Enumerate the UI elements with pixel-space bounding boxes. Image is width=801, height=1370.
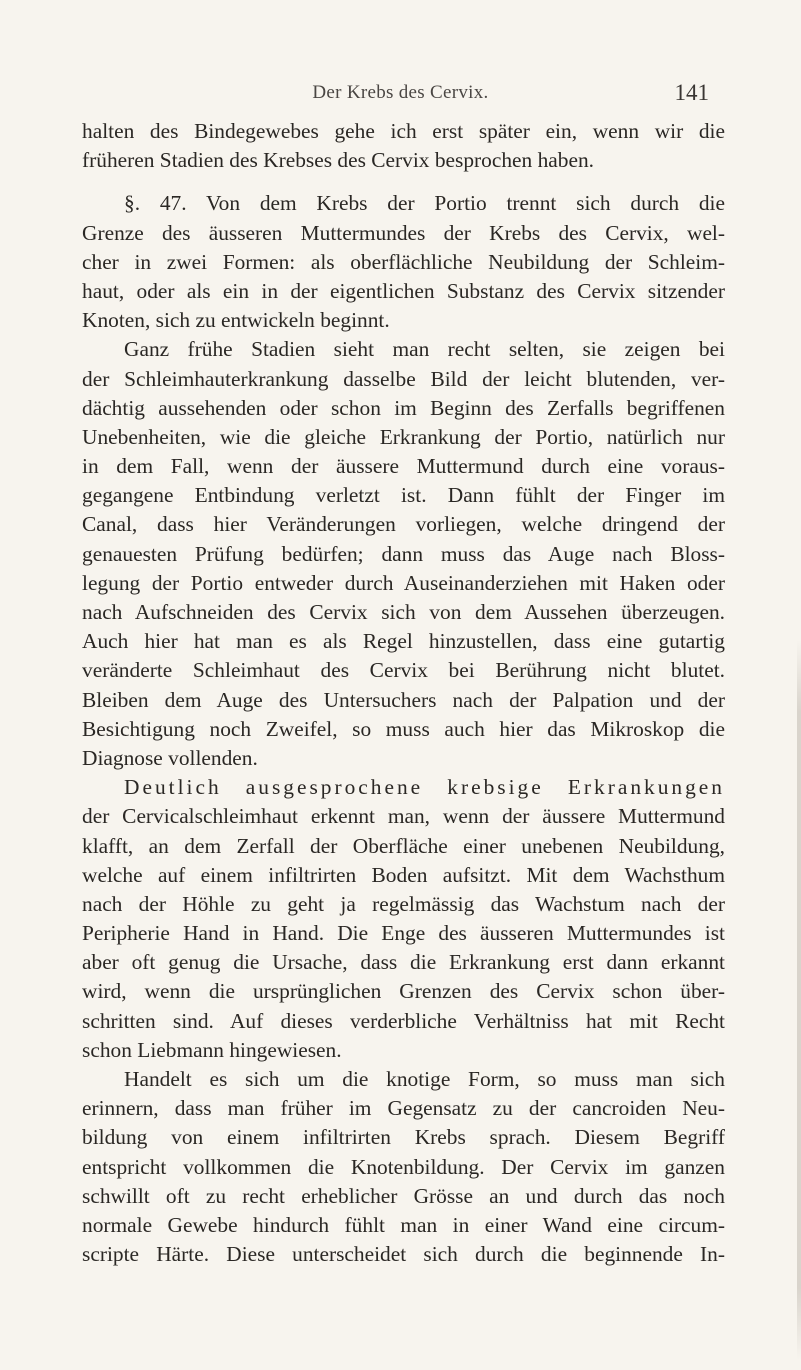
text-line: nach Aufschneiden des Cervix sich von dem Aussehen überzeugen. xyxy=(82,600,725,624)
running-title: Der Krebs des Cervix. xyxy=(312,82,489,103)
text-line: Auch hier hat man es als Regel hinzustellen, dass eine gutartig xyxy=(82,629,725,654)
text-line: normale Gewebe hindurch fühlt man in einer Wand eine circum- xyxy=(82,1212,725,1237)
text-line: der Schleimhauterkrankung dasselbe Bild der leicht blutenden, ver- xyxy=(82,366,725,391)
text-line: scripte Härte. Diese unterscheidet sich durch die beginnende In- xyxy=(82,1242,725,1267)
text-line: Besichtigung noch Zweifel, so muss auch hier das Mikroskop die xyxy=(82,716,725,741)
page-number: 141 xyxy=(674,80,709,105)
text-line: Canal, dass hier Veränderungen vorliegen, welche dringend der xyxy=(82,512,725,537)
text-line: Ganz frühe Stadien sieht man recht selten, sie zeigen bei xyxy=(124,337,725,362)
text-line: klafft, an dem Zerfall der Oberfläche einer unebenen Neubildung, xyxy=(82,833,725,858)
text-line: Handelt es sich um die knotige Form, so muss man sich xyxy=(124,1067,725,1091)
text-line: legung der Portio entweder durch Auseinanderziehen mit Haken oder xyxy=(82,570,725,595)
text-line: bildung von einem infiltrirten Krebs sprach. Diesem Begriff xyxy=(82,1125,725,1150)
text-line: schritten sind. Auf dieses verderbliche Verhältniss hat mit Recht xyxy=(82,1008,725,1033)
text-line: nach der Höhle zu geht ja regelmässig das Wachstum nach der xyxy=(82,891,725,916)
text-line: wird, wenn die ursprünglichen Grenzen des Cervix schon über- xyxy=(82,979,725,1004)
text-line: Diagnose vollenden. xyxy=(82,745,258,770)
text-line: aber oft genug die Ursache, dass die Erkrankung erst dann erkannt xyxy=(82,950,725,975)
text-line: schon Liebmann hingewiesen. xyxy=(82,1037,342,1062)
text-line: Bleiben dem Auge des Untersuchers nach der Palpation und der xyxy=(82,687,725,712)
text-line: Deutlich ausgesprochene krebsige Erkrankungen xyxy=(124,775,725,800)
text-line: welche auf einem infiltrirten Boden aufsitzt. Mit dem Wachsthum xyxy=(82,862,725,887)
text-line: schwillt oft zu recht erheblicher Grösse an und durch das noch xyxy=(82,1183,725,1208)
text-line: halten des Bindegewebes gehe ich erst später ein, wenn wir die xyxy=(82,119,725,143)
page-edge-shadow xyxy=(797,640,801,1360)
text-line: Knoten, sich zu entwickeln beginnt. xyxy=(82,308,390,333)
text-line: der Cervicalschleimhaut erkennt man, wenn der äussere Muttermund xyxy=(82,804,725,829)
body-text xyxy=(82,117,725,1269)
page-header xyxy=(0,82,801,108)
text-line: in dem Fall, wenn der äussere Muttermund durch eine voraus- xyxy=(82,454,725,479)
text-line: cher in zwei Formen: als oberflächliche Neubildung der Schleim- xyxy=(82,249,725,274)
text-line: §. 47. Von dem Krebs der Portio trennt sich durch die xyxy=(124,191,725,216)
text-line: erinnern, dass man früher im Gegensatz zu der cancroiden Neu- xyxy=(82,1096,725,1121)
text-line: Unebenheiten, wie die gleiche Erkrankung der Portio, natürlich nur xyxy=(82,424,725,449)
text-line: früheren Stadien des Krebses des Cervix besprochen haben. xyxy=(82,148,595,173)
text-line: genauesten Prüfung bedürfen; dann muss das Auge nach Bloss- xyxy=(82,541,725,566)
text-line: veränderte Schleimhaut des Cervix bei Berührung nicht blutet. xyxy=(82,658,725,683)
text-line: Peripherie Hand in Hand. Die Enge des äusseren Muttermundes ist xyxy=(82,921,725,946)
text-line: entspricht vollkommen die Knotenbildung. Der Cervix im ganzen xyxy=(82,1154,725,1179)
text-line: Grenze des äusseren Muttermundes der Krebs des Cervix, wel- xyxy=(82,220,725,245)
text-line: haut, oder als ein in der eigentlichen Substanz des Cervix sitzender xyxy=(82,278,725,303)
text-line: gegangene Entbindung verletzt ist. Dann fühlt der Finger im xyxy=(82,483,725,508)
text-line: dächtig aussehenden oder schon im Beginn des Zerfalls begriffenen xyxy=(82,395,725,420)
